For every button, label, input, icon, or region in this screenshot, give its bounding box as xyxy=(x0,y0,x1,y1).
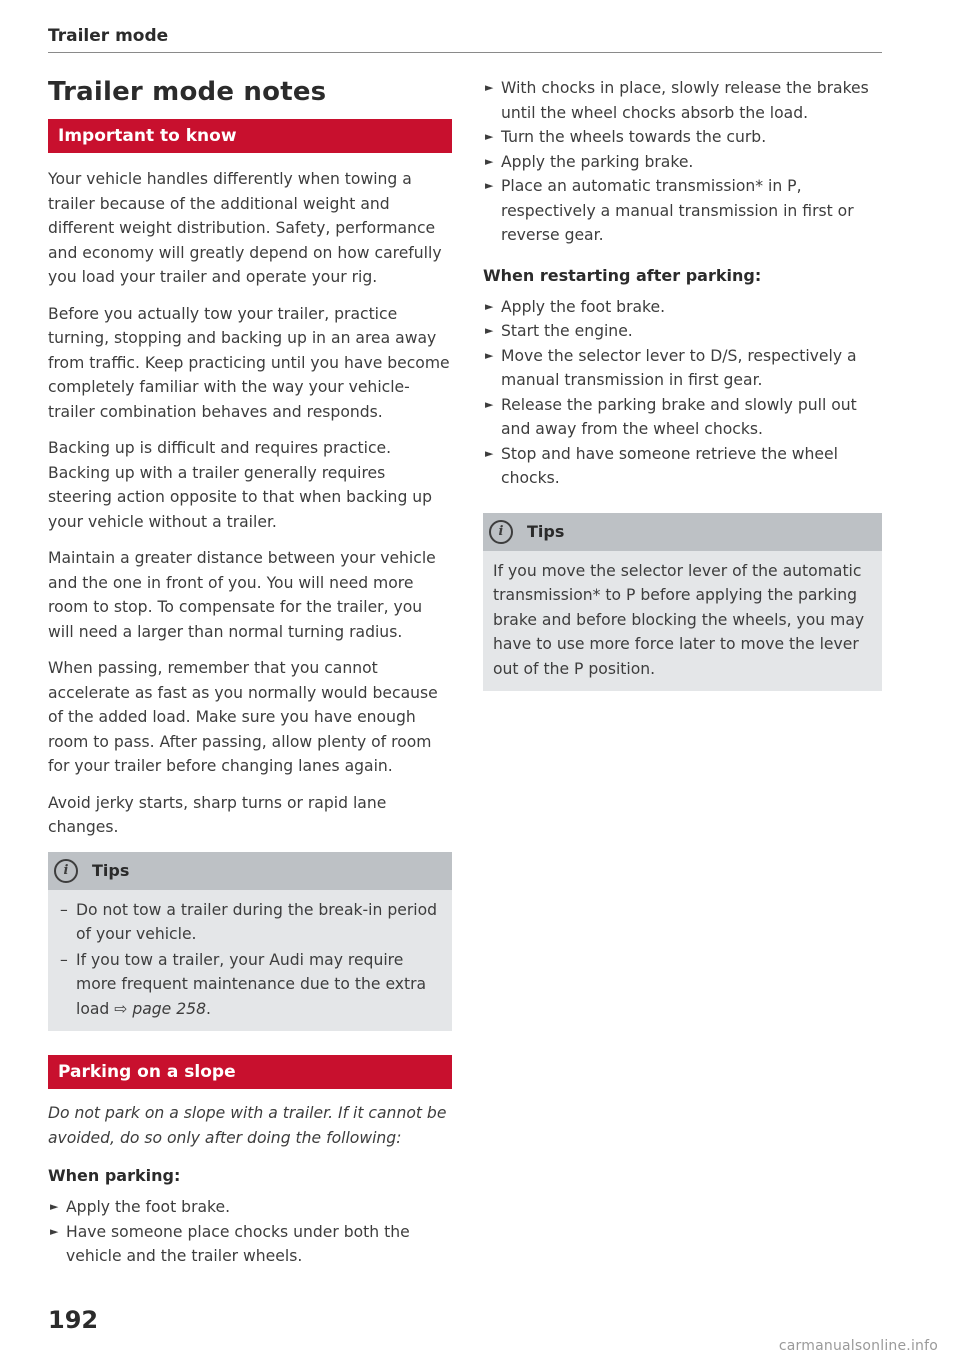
section-heading-parking: Parking on a slope xyxy=(48,1055,452,1089)
list-item xyxy=(48,1220,452,1269)
list-item xyxy=(483,442,882,491)
section-heading-important: Important to know xyxy=(48,119,452,153)
arrow-bullet-icon: ► xyxy=(485,81,494,94)
paragraph: Avoid jerky starts, sharp turns or rapid lane changes. xyxy=(48,793,387,836)
list-item xyxy=(483,344,882,393)
list-item xyxy=(483,174,882,248)
tips-label: Tips xyxy=(92,861,130,880)
tips-body xyxy=(483,551,882,692)
paragraph: When passing, remember that you cannot accelerate as fast as you normally would because of the added load. Make sure you have enough room to pass. After passing, allow plenty of room for your trailer before changing lanes again. xyxy=(48,659,438,775)
list-item-text: With chocks in place, slowly release the brakes until the wheel chocks absorb the load. xyxy=(501,79,869,122)
arrow-bullet-icon: ► xyxy=(485,446,494,460)
tips-box xyxy=(483,513,882,692)
arrow-bullet-icon: ► xyxy=(485,154,494,168)
tips-item-text: Do not tow a trailer during the break-in period of your vehicle. xyxy=(76,900,438,943)
list-item-text: Turn the wheels towards the curb. xyxy=(501,128,767,146)
tips-item-end: . xyxy=(206,999,211,1018)
page-number: 192 xyxy=(48,1306,99,1334)
tips-label: Tips xyxy=(527,522,565,541)
list-item-text: Have someone place chocks under both the vehicle and the trailer wheels. xyxy=(66,1222,410,1265)
arrow-bullet-icon: ► xyxy=(485,324,494,337)
arrow-bullet-icon: ► xyxy=(485,348,494,362)
list-item xyxy=(483,125,882,150)
list-item-text: Apply the parking brake. xyxy=(501,152,694,171)
info-icon: i xyxy=(489,520,513,544)
paragraph: Maintain a greater distance between your vehicle and the one in front of you. You will need more room to stop. To compensate for the trailer, you will need a larger than normal turning radius. xyxy=(48,549,436,641)
dash-bullet: – xyxy=(60,900,68,919)
list-item xyxy=(483,76,882,125)
right-column xyxy=(483,76,882,691)
intro-paragraph: Do not park on a slope with a trailer. If it cannot be avoided, do so only after doing the following: xyxy=(48,1104,447,1147)
arrow-bullet-icon: ► xyxy=(50,1224,59,1238)
parking-steps-continued xyxy=(483,76,882,248)
tips-header xyxy=(48,852,452,890)
restart-steps xyxy=(483,295,882,491)
tips-box xyxy=(48,852,452,1032)
arrow-bullet-icon: ► xyxy=(50,1200,59,1213)
paragraph: Backing up is difficult and requires practice. Backing up with a trailer generally requires steering action opposite to that when backing up your vehicle without a trailer. xyxy=(48,439,433,531)
tips-header xyxy=(483,513,882,551)
page-title: Trailer mode notes xyxy=(48,77,327,107)
subheading-restarting: When restarting after parking: xyxy=(483,265,762,285)
arrow-bullet-icon: ► xyxy=(485,397,494,411)
parking-steps xyxy=(48,1195,452,1269)
running-head: Trailer mode xyxy=(48,26,169,46)
watermark: carmanualsonline.info xyxy=(778,1338,938,1354)
list-item xyxy=(483,393,882,442)
info-icon: i xyxy=(54,859,78,883)
arrow-bullet-icon: ► xyxy=(485,179,494,192)
list-item-text: Apply the foot brake. xyxy=(66,1198,231,1216)
list-item-text: Release the parking brake and slowly pull out and away from the wheel chocks. xyxy=(501,395,857,438)
arrow-bullet-icon: ► xyxy=(485,130,494,143)
page-reference-link[interactable]: ⇨ page 258 xyxy=(114,999,206,1018)
left-column xyxy=(48,70,452,1269)
dash-bullet: – xyxy=(60,950,68,969)
paragraph: Your vehicle handles differently when towing a trailer because of the additional weight and different weight distribution. Safety, performance and economy will greatly depend on how carefully you load your trailer and operate your rig. xyxy=(48,170,442,286)
list-item xyxy=(48,1195,452,1220)
list-item-text: Place an automatic transmission* in P, respectively a manual transmission in first or reverse gear. xyxy=(501,177,854,244)
list-item-text: Apply the foot brake. xyxy=(501,297,666,316)
list-item-text: Start the engine. xyxy=(501,322,633,340)
list-item xyxy=(483,319,882,344)
header-rule xyxy=(48,52,882,53)
tips-body xyxy=(48,890,452,1032)
list-item xyxy=(483,295,882,320)
list-item xyxy=(483,150,882,175)
list-item-text: Move the selector lever to D/S, respectively a manual transmission in first gear. xyxy=(501,346,857,389)
tips-item xyxy=(58,948,442,1022)
tips-text: If you move the selector lever of the automatic transmission* to P before applying the parking brake and before blocking the wheels, you may have to use more force later to move the lever out of the P position. xyxy=(493,561,865,678)
subheading-when-parking: When parking: xyxy=(48,1166,181,1185)
list-item-text: Stop and have someone retrieve the wheel chocks. xyxy=(501,444,838,487)
tips-item-text: If you tow a trailer, your Audi may require more frequent maintenance due to the extra load xyxy=(76,950,427,1018)
arrow-bullet-icon: ► xyxy=(485,299,494,313)
tips-item xyxy=(58,898,442,947)
paragraph: Before you actually tow your trailer, practice turning, stopping and backing up in an area away from traffic. Keep practicing until you have become completely familiar with the way your vehicle-trailer combination behaves and responds. xyxy=(48,304,450,421)
